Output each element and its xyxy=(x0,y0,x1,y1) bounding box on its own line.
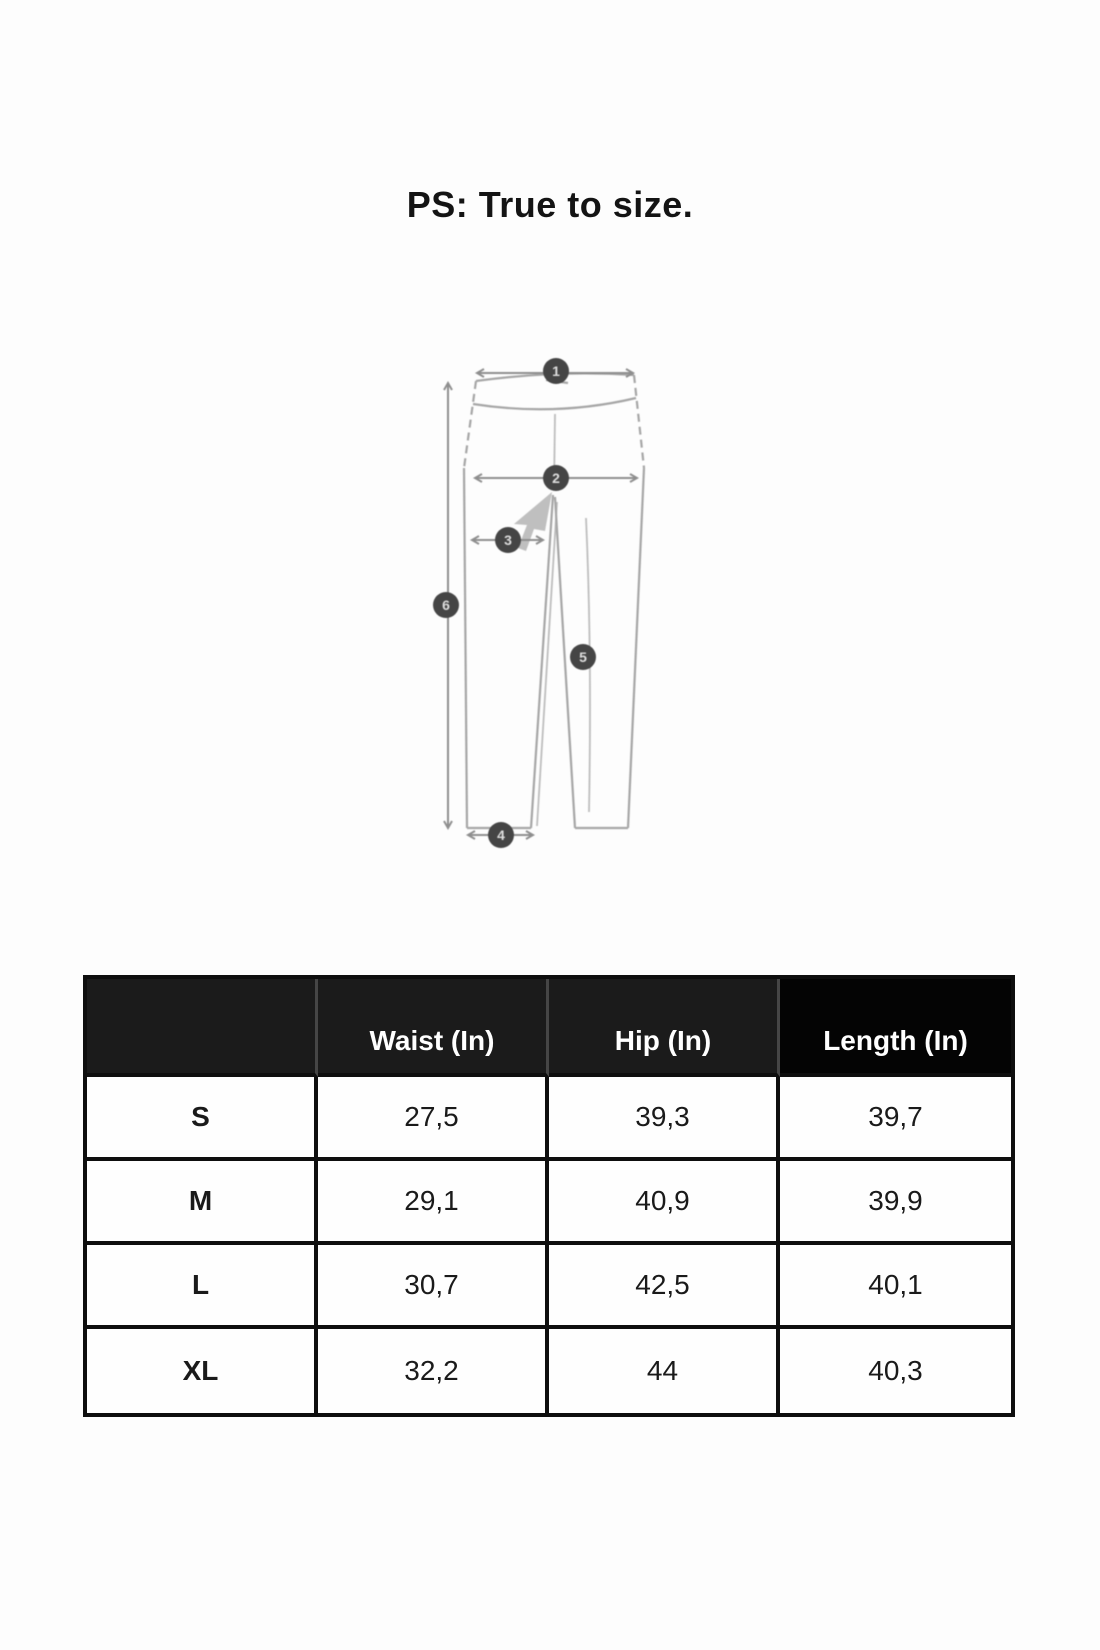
page-title: PS: True to size. xyxy=(406,184,694,225)
table-row-l xyxy=(87,1245,1011,1329)
waist-value: 29,1 xyxy=(318,1161,549,1245)
marker-1 xyxy=(543,358,569,384)
size-table-header xyxy=(87,979,1011,1077)
svg-text:5: 5 xyxy=(579,649,587,665)
hip-value: 42,5 xyxy=(549,1245,780,1329)
size-label: M xyxy=(87,1161,318,1245)
header-cell-waist: Waist (In) xyxy=(318,979,549,1077)
length-value: 40,1 xyxy=(780,1245,1011,1329)
header-row xyxy=(87,979,1011,1077)
svg-text:6: 6 xyxy=(442,597,450,613)
size-label: XL xyxy=(87,1329,318,1413)
marker-4 xyxy=(488,822,514,848)
hip-value: 40,9 xyxy=(549,1161,780,1245)
marker-6 xyxy=(433,592,459,618)
size-label: S xyxy=(87,1077,318,1161)
marker-5 xyxy=(570,644,596,670)
pants-diagram-svg xyxy=(428,340,663,860)
table-row-m xyxy=(87,1161,1011,1245)
svg-text:2: 2 xyxy=(552,470,560,486)
waist-value: 30,7 xyxy=(318,1245,549,1329)
pants-outline xyxy=(464,373,644,828)
pants-measurement-diagram xyxy=(428,340,663,860)
hip-value: 44 xyxy=(549,1329,780,1413)
waist-value: 27,5 xyxy=(318,1077,549,1161)
svg-text:3: 3 xyxy=(504,532,512,548)
table-row-s xyxy=(87,1077,1011,1161)
marker-2 xyxy=(543,465,569,491)
header-cell-size xyxy=(87,979,318,1077)
table-row-xl xyxy=(87,1329,1011,1413)
svg-text:1: 1 xyxy=(552,363,560,379)
waist-value: 32,2 xyxy=(318,1329,549,1413)
header-cell-length: Length (In) xyxy=(780,979,1011,1077)
hip-value: 39,3 xyxy=(549,1077,780,1161)
length-value: 39,9 xyxy=(780,1161,1011,1245)
header-cell-hip: Hip (In) xyxy=(549,979,780,1077)
size-label: L xyxy=(87,1245,318,1329)
length-value: 39,7 xyxy=(780,1077,1011,1161)
size-table xyxy=(83,975,1015,1417)
length-value: 40,3 xyxy=(780,1329,1011,1413)
marker-3 xyxy=(495,527,521,553)
size-table-body xyxy=(87,1077,1011,1413)
svg-text:4: 4 xyxy=(497,827,505,843)
